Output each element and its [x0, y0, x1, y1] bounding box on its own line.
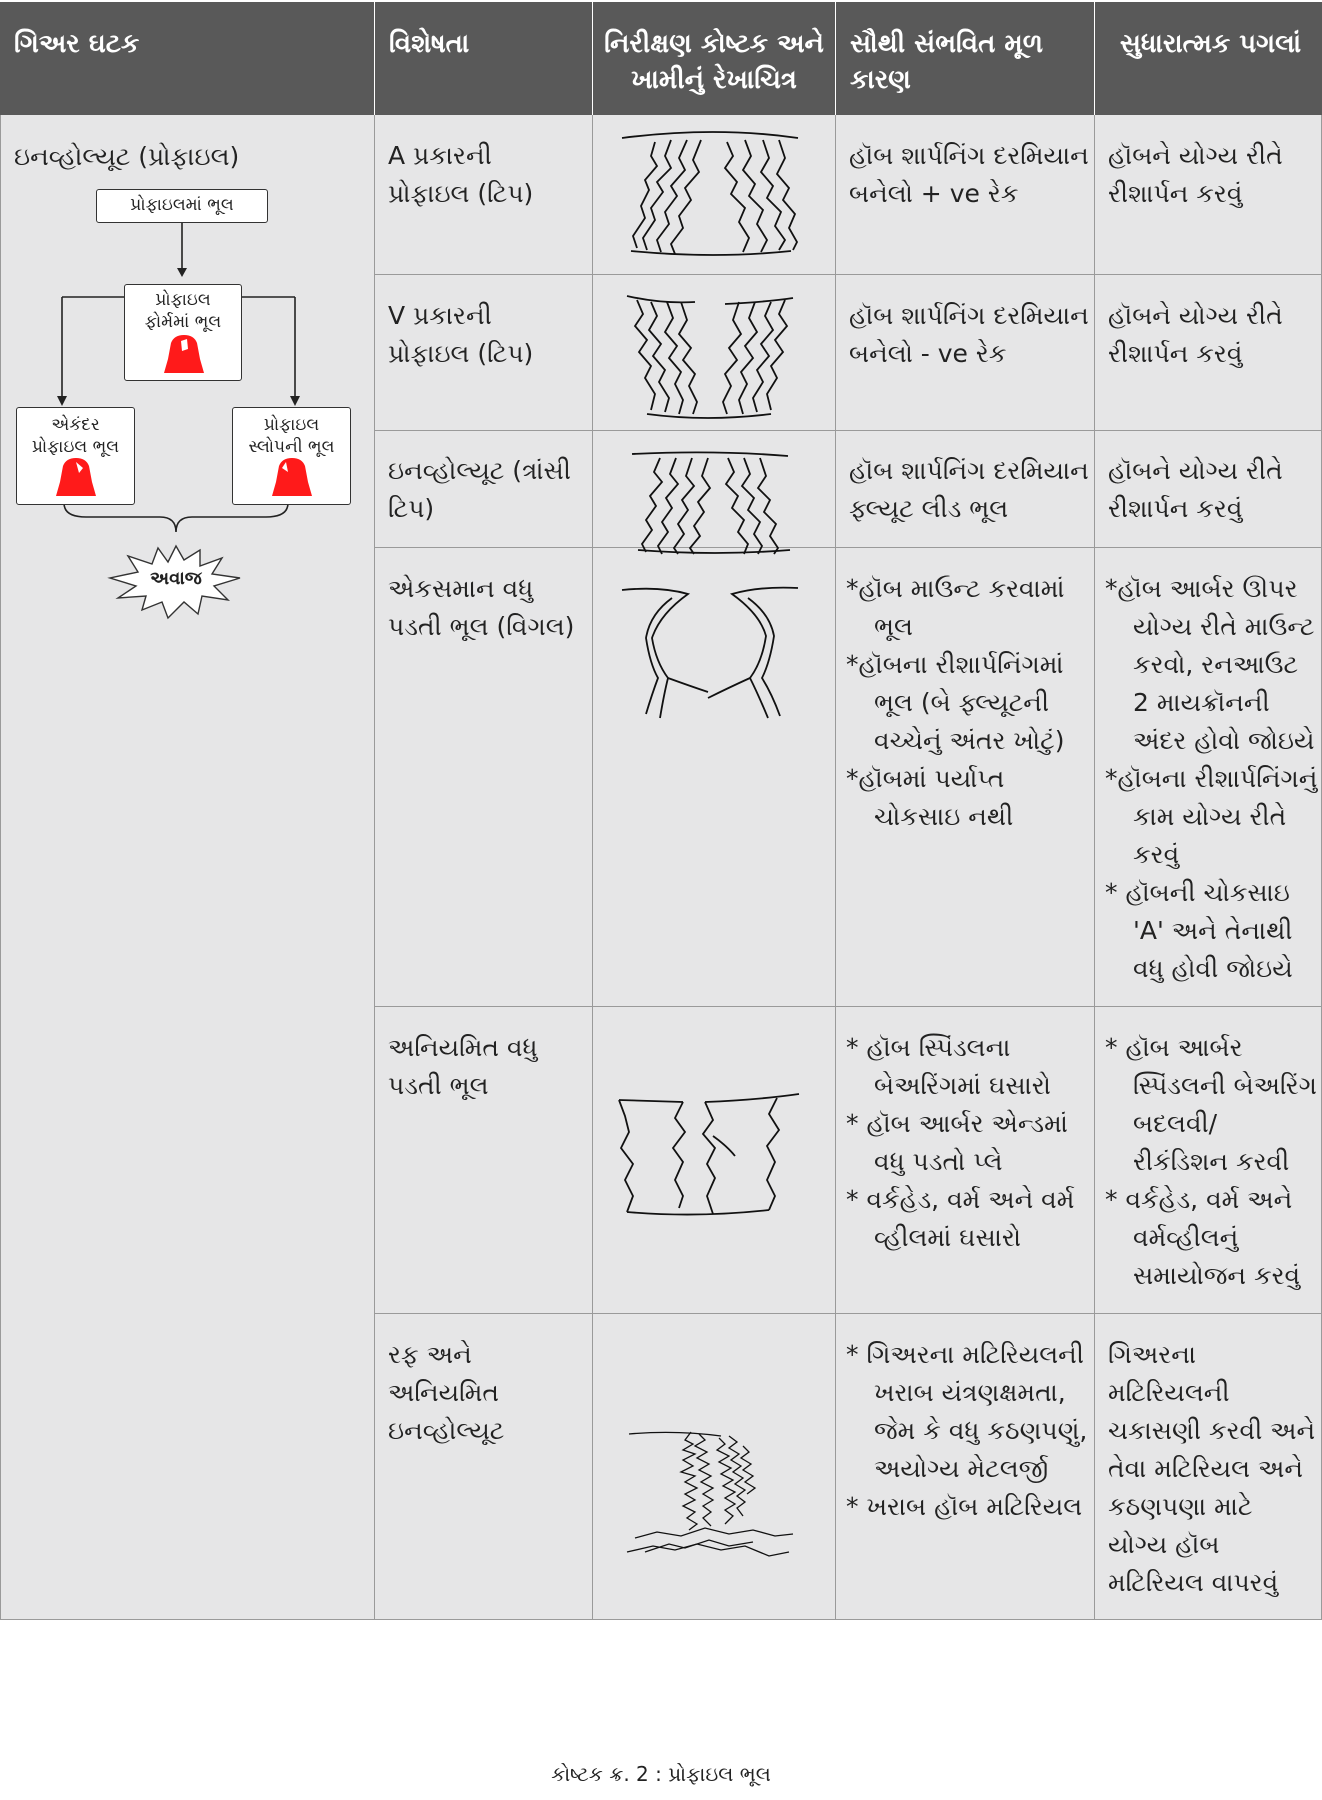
feature-cell: ઇનવ્હોલ્યૂટ (ત્રાંસી ટિપ) — [388, 456, 571, 523]
defect-sketch-irregular — [617, 1092, 817, 1222]
feature-cell: A પ્રકારની પ્રોફાઇલ (ટિપ) — [388, 141, 534, 208]
action-list — [1105, 570, 1319, 988]
list-item: * વર્કહેડ, વર્મ અને વર્મ વ્હીલમાં ઘસારો — [846, 1185, 1075, 1252]
header-feature: વિશેષતા — [375, 2, 592, 115]
defect-sketch-v-type — [617, 290, 817, 430]
flow-profile-form-error: પ્રોફાઇલ ફોર્મમાં ભૂલ — [124, 284, 242, 381]
header-inspection-sketch: નિરીક્ષણ કોષ્ટક અને ખામીનું રેખાચિત્ર — [593, 2, 835, 115]
list-item: * વર્કહેડ, વર્મ અને વર્મવ્હીલનું સમાયોજન કરવું — [1105, 1185, 1301, 1290]
cause-list — [846, 570, 1090, 836]
tooth-profile-icon — [52, 456, 100, 498]
cause-cell: હૉબ શાર્પનિંગ દરમિયાન ફ્લ્યૂટ લીડ ભૂલ — [849, 456, 1089, 523]
list-item: * હૉબ સ્પિંડલના બેઅરિંગમાં ઘસારો — [846, 1033, 1051, 1100]
list-item: *હૉબમાં પર્યાપ્ત ચોકસાઇ નથી — [846, 764, 1014, 831]
list-item: * હૉબની ચોકસાઇ 'A' અને તેનાથી વધુ હોવી જોઇયે — [1105, 878, 1293, 983]
cause-cell: હૉબ શાર્પનિંગ દરમિયાન બનેલો + ve રેક — [849, 141, 1089, 208]
tooth-profile-icon — [268, 456, 316, 498]
cause-list — [846, 1029, 1090, 1257]
list-item: * ખરાબ હૉબ મટિરિયલ — [846, 1492, 1083, 1521]
component-title: ઇનવ્હોલ્યૂટ (પ્રોફાઇલ) — [14, 142, 240, 171]
feature-cell: રફ અને અનિયમિત ઇનવ્હોલ્યૂટ — [388, 1340, 505, 1445]
flow-profile-error: પ્રોફાઇલમાં ભૂલ — [96, 189, 268, 223]
action-list — [1105, 1029, 1319, 1295]
table-caption: કોષ્ટક ક્ર. 2 : પ્રોફાઇલ ભૂલ — [551, 1762, 771, 1786]
header-root-cause: સૌથી સંભવિત મૂળ કારણ — [836, 2, 1094, 115]
tooth-profile-icon — [160, 333, 208, 375]
defect-sketch-oblique-tip — [620, 448, 820, 558]
action-cell: હૉબને યોગ્ય રીતે રીશાર્પન કરવું — [1108, 141, 1283, 208]
list-item: *હૉબના રીશાર્પનિંગનું કામ યોગ્ય રીતે કરવું — [1105, 764, 1318, 869]
header-gear-component: ગિઅર ઘટક — [0, 2, 374, 115]
noise-label: અવાજ — [150, 568, 202, 589]
flow-profile-slope-error: પ્રોફાઇલ સ્લોપની ભૂલ — [232, 407, 351, 505]
list-item: * ગિઅરના મટિરિયલની ખરાબ યંત્રણક્ષમતા, જેમ કે વધુ કઠણપણું, અયોગ્ય મેટલર્જી — [846, 1340, 1088, 1483]
cause-list — [846, 1336, 1090, 1526]
flow-overall-profile-error: એકંદર પ્રોફાઇલ ભૂલ — [16, 407, 135, 505]
defect-sketch-rough — [625, 1420, 825, 1570]
feature-cell: V પ્રકારની પ્રોફાઇલ (ટિપ) — [388, 301, 534, 368]
action-cell: ગિઅરના મટિરિયલની ચકાસણી કરવી અને તેવા મટિરિયલ અને કઠણપણા માટે યોગ્ય હૉબ મટિરિયલ વાપરવું — [1108, 1340, 1316, 1597]
action-cell: હૉબને યોગ્ય રીતે રીશાર્પન કરવું — [1108, 456, 1283, 523]
cause-cell: હૉબ શાર્પનિંગ દરમિયાન બનેલો - ve રેક — [849, 301, 1089, 368]
feature-cell: અનિયમિત વધુ પડતી ભૂલ — [388, 1033, 538, 1100]
list-item: * હૉબ આર્બર સ્પિંડલની બેઅરિંગ બદલવી/ રીકંડિશન કરવી — [1105, 1033, 1317, 1176]
list-item: *હૉબના રીશાર્પનિંગમાં ભૂલ (બે ફ્લ્યૂટની વચ્ચેનું અંતર ખોટું) — [846, 650, 1065, 755]
defect-sketch-wiggle — [620, 582, 820, 722]
defect-sketch-a-type — [615, 128, 815, 268]
list-item: *હૉબ માઉન્ટ કરવામાં ભૂલ — [846, 574, 1065, 641]
header-corrective-action: સુધારાત્મક પગલાં — [1095, 2, 1322, 115]
list-item: *હૉબ આર્બર ઊપર યોગ્ય રીતે માઉન્ટ કરવો, રનઆઉટ 2 માયક્રૉનની અંદર હોવો જોઇયે — [1105, 574, 1315, 755]
list-item: * હૉબ આર્બર એન્ડમાં વધુ પડતો પ્લે — [846, 1109, 1068, 1176]
feature-cell: એકસમાન વધુ પડતી ભૂલ (વિગલ) — [388, 574, 575, 641]
action-cell: હૉબને યોગ્ય રીતે રીશાર્પન કરવું — [1108, 301, 1283, 368]
